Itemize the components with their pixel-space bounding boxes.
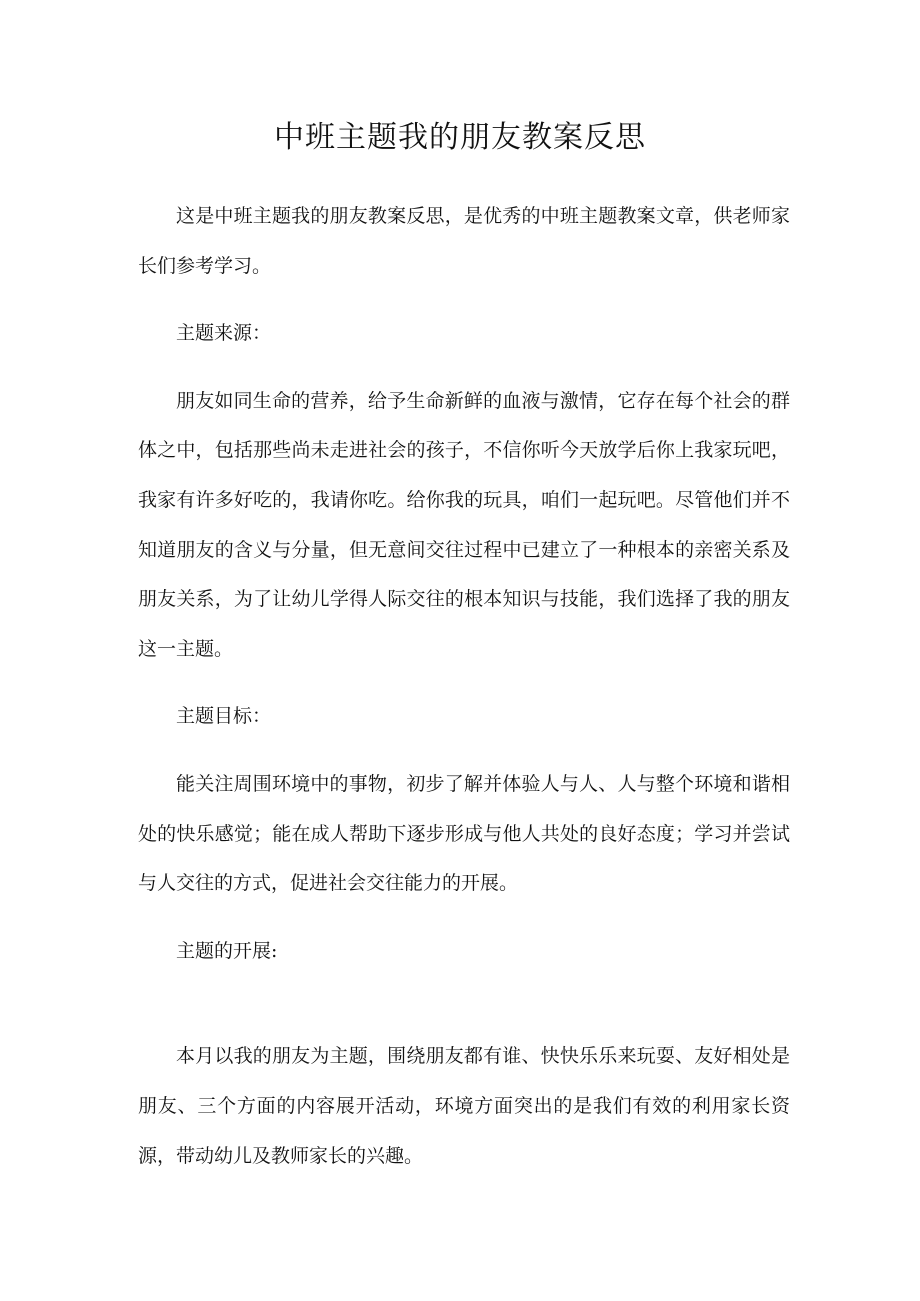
- section-gap: [138, 994, 790, 1032]
- goal-paragraph: 能关注周围环境中的事物，初步了解并体验人与人、人与整个环境和谐相处的快乐感觉；能在成人帮助下逐步形成与他人共处的良好态度；学习并尝试与人交往的方式，促进社会交往能力的开展。: [138, 772, 790, 895]
- goal-heading: 主题目标：: [176, 705, 272, 728]
- development-heading: 主题的开展:: [176, 939, 278, 962]
- document-body: [138, 192, 790, 1199]
- development-paragraph: 本月以我的朋友为主题，围绕朋友都有谁、快快乐乐来玩耍、友好相处是朋友、三个方面的内容展开活动，环境方面突出的是我们有效的利用家长资源，带动幼儿及教师家长的兴趣。: [138, 1045, 790, 1167]
- source-paragraph: 朋友如同生命的营养，给予生命新鲜的血液与激情，它存在每个社会的群体之中，包括那些尚未走进社会的孩子，不信你听今天放学后你上我家玩吧，我家有许多好吃的，我请你吃。给你我的玩具，咱们一起玩吧。尽管他们并不知道朋友的含义与分量，但无意间交往过程中已建立了一种根本的亲密关系及朋友关系，为了让幼儿学得人际交往的根本知识与技能，我们选择了我的朋友这一主题。: [138, 389, 790, 660]
- intro-paragraph: 这是中班主题我的朋友教案反思，是优秀的中班主题教案文章，供老师家长们参考学习。: [138, 205, 790, 277]
- source-heading: 主题来源：: [176, 322, 272, 345]
- document-title: 中班主题我的朋友教案反思: [274, 120, 646, 155]
